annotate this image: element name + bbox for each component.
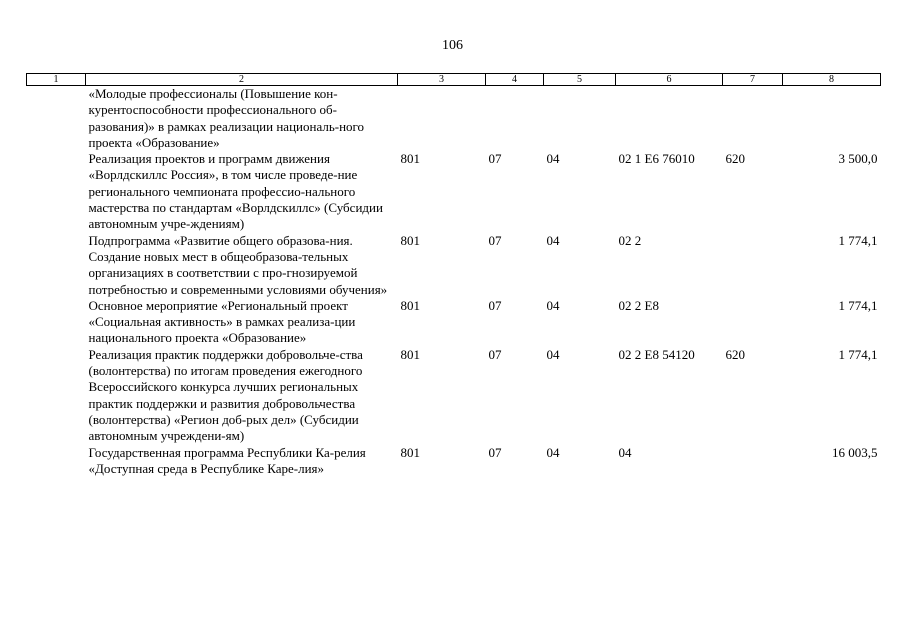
row-subsection-code: 04: [546, 151, 560, 167]
row-ministry-code: 801: [400, 297, 420, 313]
row-description: Подпрограмма «Развитие общего образова-ния. Создание новых мест в общеобразова-тельных организациях в соответствии с про-гнозируемой потребностью и современными условиями обучения»: [88, 232, 388, 297]
row-section-code: 07: [488, 151, 502, 167]
row-target-article: [616, 86, 723, 152]
row-ministry-code: 801: [400, 232, 420, 248]
row-section-code: 07: [488, 346, 502, 362]
table-row: [27, 347, 881, 445]
budget-table: [26, 73, 881, 477]
row-expense-type: 620: [725, 346, 745, 362]
row-amount: 1 774,1: [838, 346, 878, 362]
column-header: 3: [398, 74, 486, 86]
row-index: [27, 151, 86, 232]
row-amount: 1 774,1: [838, 297, 878, 313]
row-ministry-code: 801: [400, 444, 420, 460]
row-index: [27, 298, 86, 347]
row-target-article: 02 1 E6 76010: [618, 151, 695, 167]
table-row: [27, 445, 881, 478]
row-index: [27, 233, 86, 298]
row-index: [27, 86, 86, 152]
column-header: 1: [27, 74, 86, 86]
row-description: Реализация проектов и программ движения «Ворлдскиллс Россия», в том числе проведе-ние регионального чемпионата профессио-нального мастерства по стандартам «Ворлдскиллс» (Субсидии автономным учре-ждениям): [88, 151, 383, 232]
row-subsection-code: 04: [546, 232, 560, 248]
row-expense-type: [723, 445, 783, 478]
column-header: 7: [723, 74, 783, 86]
column-number-row: [27, 74, 881, 86]
row-description: Реализация практик поддержки добровольче-ства (волонтерства) по итогам проведения ежегодного Всероссийского конкурса лучших региональных практик поддержки и развития добровольчества (волонтерства) «Регион доб-рых дел» (Субсидии автономным учреждени-ям): [88, 346, 363, 444]
row-amount: 3 500,0: [838, 151, 878, 167]
row-subsection-code: 04: [546, 297, 560, 313]
row-section-code: 07: [488, 232, 502, 248]
row-amount: 16 003,5: [832, 444, 878, 460]
column-header: 6: [616, 74, 723, 86]
row-expense-type: 620: [725, 151, 745, 167]
row-subsection-code: [544, 86, 616, 152]
row-description: «Молодые профессионалы (Повышение кон-курентоспособности профессионального об-разования)» в рамках реализации националь-ного проекта «Образование»: [88, 86, 365, 150]
column-header: 5: [544, 74, 616, 86]
row-index: [27, 445, 86, 478]
row-expense-type: [723, 86, 783, 152]
row-ministry-code: 801: [400, 151, 420, 167]
row-expense-type: [723, 233, 783, 298]
row-index: [27, 347, 86, 445]
table-row: [27, 86, 881, 152]
row-target-article: 02 2 E8: [618, 297, 659, 313]
row-amount: 1 774,1: [838, 232, 878, 248]
row-ministry-code: 801: [400, 346, 420, 362]
row-subsection-code: 04: [546, 444, 560, 460]
row-description: Государственная программа Республики Ка-релия «Доступная среда в Республике Каре-лия»: [88, 444, 366, 476]
row-section-code: [486, 86, 544, 152]
row-ministry-code: [398, 86, 486, 152]
row-section-code: 07: [488, 297, 502, 313]
row-description: Основное мероприятие «Региональный проект «Социальная активность» в рамках реализа-ции национального проекта «Образование»: [88, 297, 356, 346]
column-header: 2: [86, 74, 398, 86]
row-target-article: 02 2 E8 54120: [618, 346, 695, 362]
row-amount: [783, 86, 881, 152]
row-expense-type: [723, 298, 783, 347]
column-header: 8: [783, 74, 881, 86]
table-row: [27, 151, 881, 232]
table-row: [27, 298, 881, 347]
table-row: [27, 233, 881, 298]
page-number: 106: [442, 38, 463, 53]
row-subsection-code: 04: [546, 346, 560, 362]
column-header: 4: [486, 74, 544, 86]
row-target-article: 04: [618, 444, 632, 460]
row-section-code: 07: [488, 444, 502, 460]
row-target-article: 02 2: [618, 232, 642, 248]
